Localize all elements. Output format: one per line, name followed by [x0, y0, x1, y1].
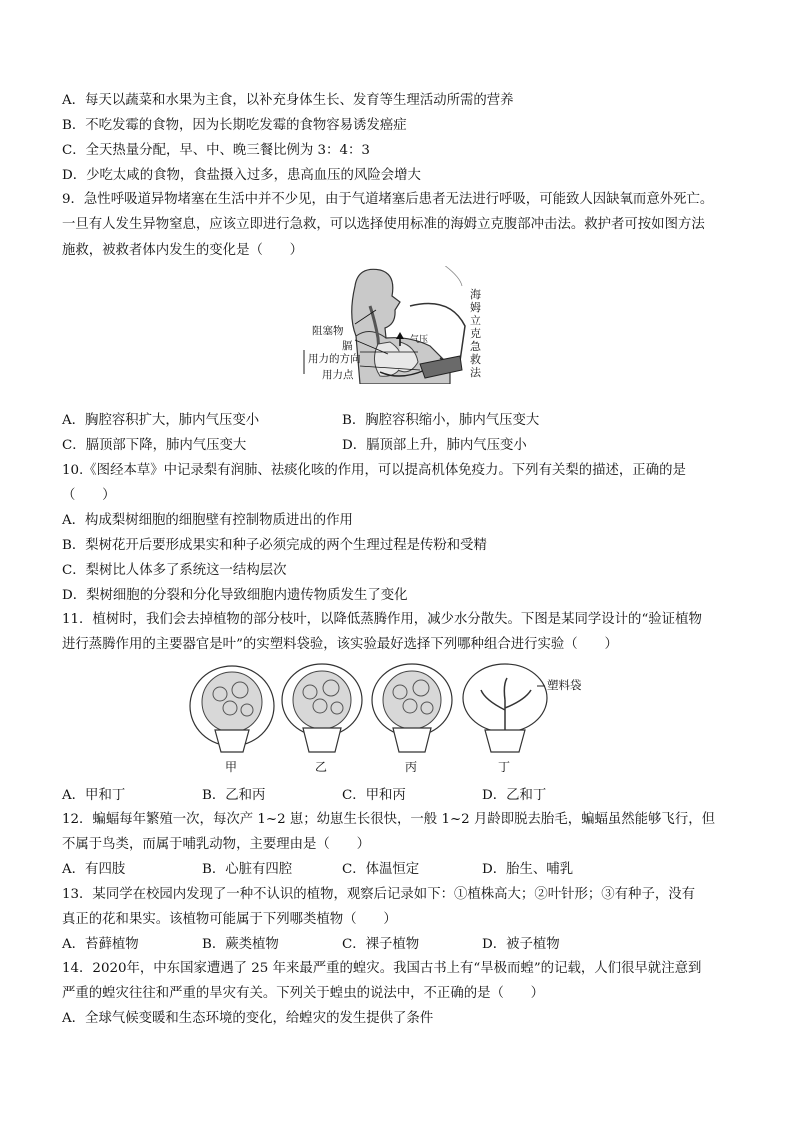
label-diaphragm: 膈: [342, 340, 353, 352]
q9-stem-line-1: 9．急性呼吸道异物堵塞在生活中并不少见，由于气道堵塞后患者无法进行呼吸，可能致人因缺氧而意外死亡。: [62, 192, 714, 207]
pot-ding: [463, 664, 547, 752]
q12-stem-line-1: 12．蝙蝠每年繁殖一次，每次产 1~2 崽；幼崽生长很快，一般 1~2 月龄即脱去胎毛，蝙蝠虽然能够飞行，但: [62, 812, 715, 827]
q10-option-b: B．梨树花开后要形成果实和种子必须完成的两个生理过程是传粉和受精: [62, 538, 487, 553]
q10-stem-line-1: 10.《图经本草》中记录梨有润肺、祛痰化咳的作用，可以提高机体免疫力。下列有关梨的描述，正确的是: [62, 463, 686, 478]
q11-option-d: D．乙和丁: [482, 788, 547, 803]
transpiration-figure: [185, 660, 625, 780]
q11-option-b: B．乙和丙: [202, 788, 266, 803]
q13-option-c: C．裸子植物: [342, 937, 420, 952]
q8-option-c: C．全天热量分配，早、中、晚三餐比例为 3：4：3: [62, 143, 370, 158]
q9-stem-line-2: 一旦有人发生异物窒息，应该立即进行急救，可以选择使用标准的海姆立克腹部冲击法。救护者可按如图方法: [62, 217, 705, 232]
plastic-bag-label: 塑料袋: [547, 678, 582, 692]
pot-jia: [190, 666, 274, 752]
q9-option-c: C．膈顶部下降，肺内气压变大: [62, 438, 247, 453]
pot-label-jia: 甲: [225, 760, 238, 774]
q9-option-d: D．膈顶部上升，肺内气压变小: [342, 438, 527, 453]
q10-option-a: A．构成梨树细胞的细胞壁有控制物质进出的作用: [62, 513, 353, 528]
q13-option-b: B．蕨类植物: [202, 937, 279, 952]
q12-option-b: B．心脏有四腔: [202, 862, 293, 877]
pot-label-ding: 丁: [498, 760, 511, 774]
q13-stem-line-2: 真正的花和果实。该植物可能属于下列哪类植物（ ）: [62, 912, 397, 927]
q9-option-a: A．胸腔容积扩大，肺内气压变小: [62, 413, 260, 428]
pot-label-bing: 丙: [405, 760, 418, 774]
q10-option-c: C．梨树比人体多了系统这一结构层次: [62, 563, 287, 578]
q12-option-c: C．体温恒定: [342, 862, 420, 877]
q8-option-b: B．不吃发霉的食物，因为长期吃发霉的食物容易诱发癌症: [62, 118, 407, 133]
heimlich-side-title: 海姆立克急救法: [470, 288, 481, 379]
q12-stem-line-2: 不属于鸟类，而属于哺乳动物，主要理由是（ ）: [62, 837, 370, 852]
q13-stem-line-1: 13．某同学在校园内发现了一种不认识的植物，观察后记录如下：①植株高大；②叶针形；③有种子，没有: [62, 887, 696, 902]
q11-option-a: A．甲和丁: [62, 788, 126, 803]
q11-option-c: C．甲和丙: [342, 788, 406, 803]
q8-option-a: A．每天以蔬菜和水果为主食，以补充身体生长、发育等生理活动所需的营养: [62, 93, 514, 108]
q10-stem-line-2: （ ）: [62, 488, 116, 503]
pot-yi: [282, 664, 362, 752]
q14-option-a: A．全球气候变暖和生态环境的变化，给蝗灾的发生提供了条件: [62, 1011, 434, 1026]
q12-option-d: D．胎生、哺乳: [482, 862, 574, 877]
label-air-pressure: 气压: [410, 335, 429, 345]
q14-stem-line-1: 14．2020年，中东国家遭遇了 25 年来最严重的蝗灾。我国古书上有“旱极而蝗”的记载，人们很早就注意到: [62, 961, 702, 976]
q8-option-d: D．少吃太咸的食物，食盐摄入过多，患高血压的风险会增大: [62, 168, 421, 183]
q10-option-d: D．梨树细胞的分裂和分化导致细胞内遗传物质发生了变化: [62, 588, 408, 603]
q11-stem-line-2: 进行蒸腾作用的主要器官是叶”的实塑料袋验，该实验最好选择下列哪种组合进行实验（ ）: [62, 637, 618, 652]
label-force-point: 用力点: [322, 369, 354, 381]
q9-option-b: B．胸腔容积缩小，肺内气压变大: [342, 413, 540, 428]
q12-option-a: A．有四肢: [62, 862, 126, 877]
q14-stem-line-2: 严重的蝗灾往往和严重的旱灾有关。下列关于蝗虫的说法中，不正确的是（ ）: [62, 986, 545, 1001]
label-obstruction: 阻塞物: [312, 325, 344, 337]
heimlich-figure: [300, 266, 500, 384]
pot-bing: [372, 664, 452, 752]
label-force-direction: 用力的方向: [308, 353, 361, 365]
q13-option-a: A．苔藓植物: [62, 937, 139, 952]
pot-label-yi: 乙: [315, 760, 328, 774]
q9-stem-line-3: 施救，被救者体内发生的变化是（ ）: [62, 243, 304, 258]
q13-option-d: D．被子植物: [482, 937, 560, 952]
q11-stem-line-1: 11．植树时，我们会去掉植物的部分枝叶，以降低蒸腾作用，减少水分散失。下图是某同学设计的“验证植物: [62, 612, 702, 627]
